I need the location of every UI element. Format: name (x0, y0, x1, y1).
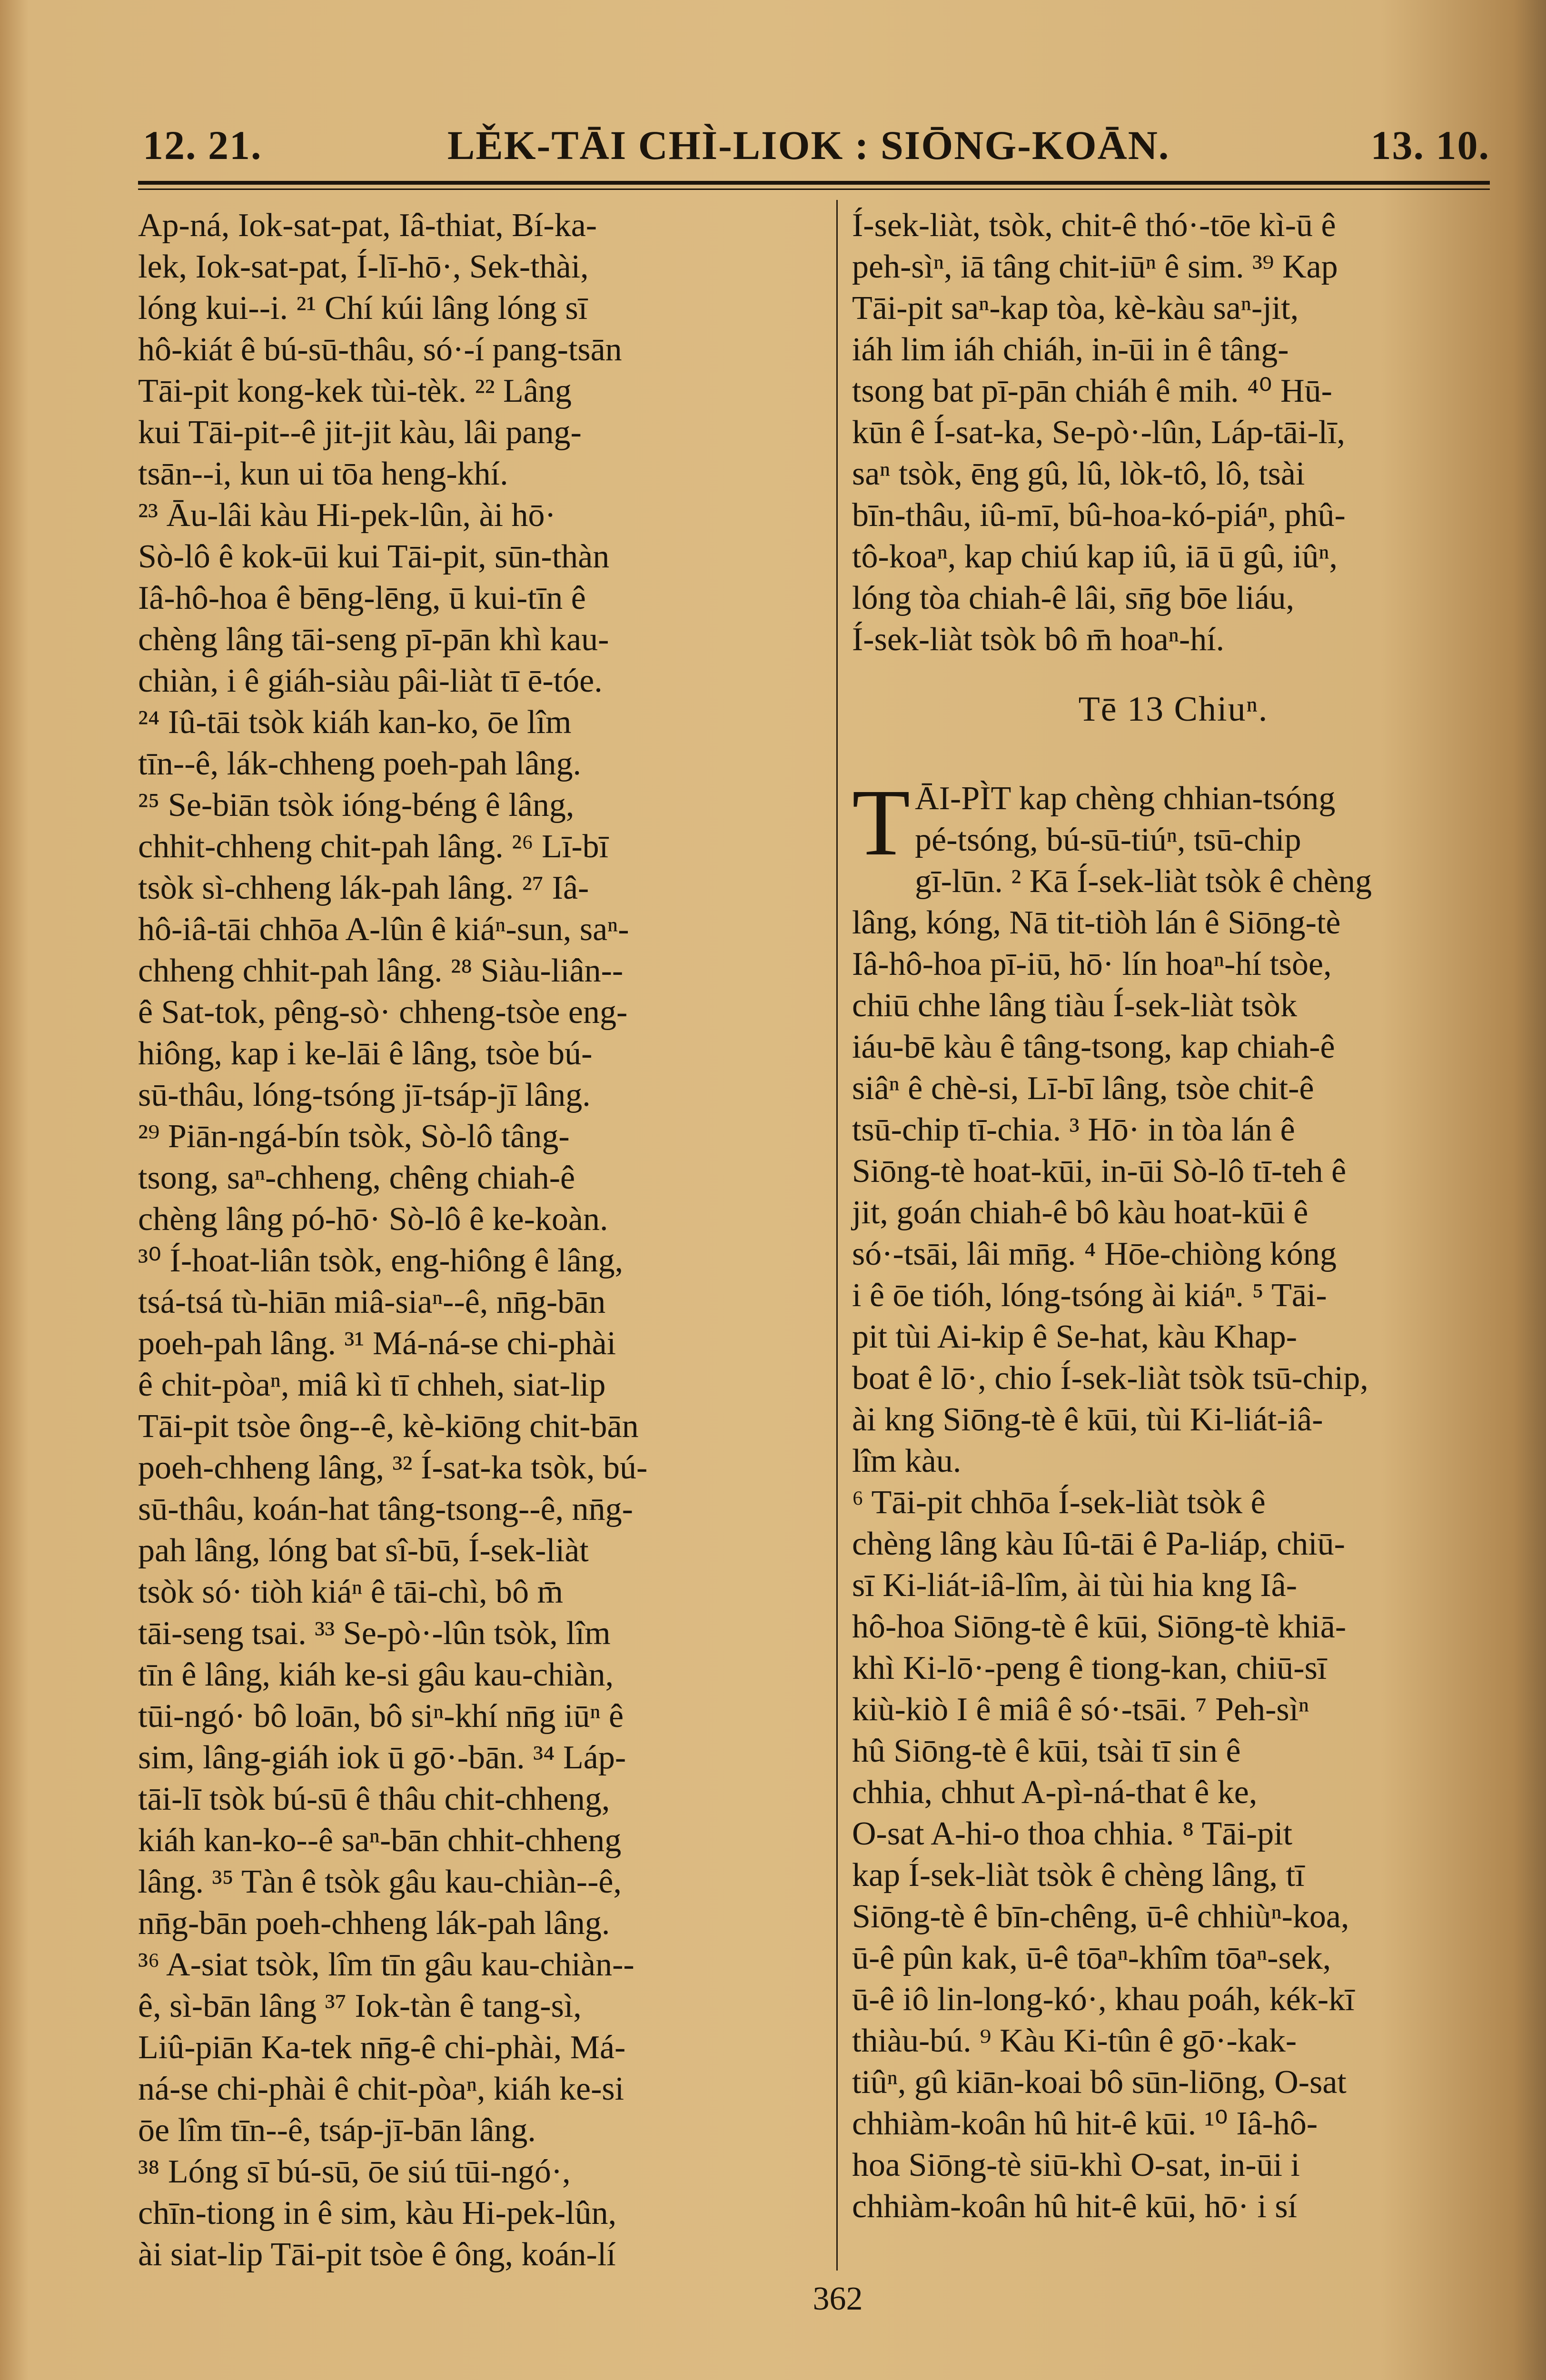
text-line: khì Ki-lō·-peng ê tiong-kan, chiū-sī (852, 1650, 1327, 1686)
text-line: ⁶ Tāi-pit chhōa Í-sek-liàt tsòk ê (852, 1484, 1266, 1521)
text-line: ê Sat-tok, pêng-sò· chheng-tsòe eng- (138, 994, 628, 1031)
text-line: só·-tsāi, lâi mn̄g. ⁴ Hōe-chiòng kóng (852, 1236, 1337, 1272)
text-line: tsong bat pī-pān chiáh ê mih. ⁴⁰ Hū- (852, 373, 1332, 409)
text-line: kiù-kiò I ê miâ ê só·-tsāi. ⁷ Peh-sìⁿ (852, 1691, 1309, 1728)
text-line: lek, Iok-sat-pat, Í-lī-hō·, Sek-thài, (138, 248, 589, 285)
text-line: chiū chhe lâng tiàu Í-sek-liàt tsòk (852, 987, 1297, 1024)
text-line: hû Siōng-tè ê kūi, tsài tī sin ê (852, 1733, 1241, 1769)
text-line: tāi-lī tsòk bú-sū ê thâu chit-chheng, (138, 1781, 610, 1817)
text-line: poeh-chheng lâng, ³² Í-sat-ka tsòk, bú- (138, 1449, 648, 1486)
text-line: tiûⁿ, gû kiān-koai bô sūn-liōng, O-sat (852, 2064, 1347, 2101)
text-line: tsá-tsá tù-hiān miâ-siaⁿ--ê, nn̄g-bān (138, 1284, 606, 1320)
text-line: Í-sek-liàt tsòk bô m̄ hoaⁿ-hí. (852, 621, 1225, 658)
page-number: 362 (813, 2281, 863, 2317)
text-line: tīn--ê, lák-chheng poeh-pah lâng. (138, 745, 582, 782)
text-line: Ap-ná, Iok-sat-pat, Iâ-thiat, Bí-ka- (138, 207, 597, 244)
text-line: chèng lâng pó-hō· Sò-lô ê ke-koàn. (138, 1201, 608, 1238)
text-line: sim, lâng-giáh iok ū gō·-bān. ³⁴ Láp- (138, 1739, 626, 1776)
text-line: lóng tòa chiah-ê lâi, sn̄g bōe liáu, (852, 580, 1295, 616)
text-line: Tāi-pit tsòe ông--ê, kè-kiōng chit-bān (138, 1408, 639, 1445)
text-line: peh-sìⁿ, iā tâng chit-iūⁿ ê sim. ³⁹ Kap (852, 248, 1338, 285)
text-line: hoa Siōng-tè siū-khì O-sat, in-ūi i (852, 2147, 1300, 2183)
text-line: ê, sì-bān lâng ³⁷ Iok-tàn ê tang-sì, (138, 1988, 582, 2024)
text-line: iáh lim iáh chiáh, in-ūi in ê tâng- (852, 331, 1289, 368)
column-divider (836, 200, 838, 2271)
text-line: ³⁰ Í-hoat-liân tsòk, eng-hiông ê lâng, (138, 1242, 624, 1279)
header-rule-thin (138, 188, 1490, 190)
text-line: saⁿ tsòk, ēng gû, lû, lòk-tô, lô, tsài (852, 456, 1305, 492)
header-chapter-verse-start: 12. 21. (143, 122, 262, 168)
text-line: lóng kui--i. ²¹ Chí kúi lâng lóng sī (138, 290, 588, 327)
text-line: nn̄g-bān poeh-chheng lák-pah lâng. (138, 1905, 610, 1942)
text-line: O-sat A-hi-o thoa chhia. ⁸ Tāi-pit (852, 1815, 1293, 1852)
text-line: kap Í-sek-liàt tsòk ê chèng lâng, tī (852, 1857, 1305, 1894)
text-line: ²³ Āu-lâi kàu Hi-pek-lûn, ài hō· (138, 497, 556, 534)
text-line: tsòk sì-chheng lák-pah lâng. ²⁷ Iâ- (138, 870, 589, 906)
text-line: lâng. ³⁵ Tàn ê tsòk gâu kau-chiàn--ê, (138, 1864, 622, 1900)
text-line: Tāi-pit saⁿ-kap tòa, kè-kàu saⁿ-jit, (852, 290, 1299, 327)
text-line: hô-iâ-tāi chhōa A-lûn ê kiáⁿ-sun, saⁿ- (138, 911, 629, 948)
text-line: pé-tsóng, bú-sū-tiúⁿ, tsū-chip (915, 822, 1301, 858)
text-line: ²⁹ Piān-ngá-bín tsòk, Sò-lô tâng- (138, 1118, 570, 1155)
text-line: pah lâng, lóng bat sî-bū, Í-sek-liàt (138, 1532, 589, 1569)
text-line: sī Ki-liát-iâ-lîm, ài tùi hia kng Iâ- (852, 1567, 1298, 1604)
text-line: tsān--i, kun ui tōa heng-khí. (138, 456, 508, 492)
chapter-heading: Tē 13 Chiuⁿ. (1078, 690, 1269, 729)
text-line: thiàu-bú. ⁹ Kàu Ki-tûn ê gō·-kak- (852, 2023, 1297, 2059)
text-line: chiàn, i ê giáh-siàu pâi-liàt tī ē-tóe. (138, 663, 603, 699)
text-line: chheng chhit-pah lâng. ²⁸ Siàu-liân-- (138, 952, 624, 989)
header-rule-thick (138, 181, 1490, 185)
text-line: Í-sek-liàt, tsòk, chit-ê thó·-tōe kì-ū ê (852, 207, 1336, 244)
text-line: ū-ê pûn kak, ū-ê tōaⁿ-khîm tōaⁿ-sek, (852, 1940, 1331, 1976)
text-line: Siōng-tè ê bīn-chêng, ū-ê chhiùⁿ-koa, (852, 1898, 1349, 1935)
text-line: chèng lâng kàu Iû-tāi ê Pa-liáp, chiū- (852, 1526, 1345, 1562)
text-line: iáu-bē kàu ê tâng-tsong, kap chiah-ê (852, 1029, 1335, 1065)
drop-cap: T (852, 770, 911, 875)
text-line: chhia, chhut A-pì-ná-that ê ke, (852, 1774, 1258, 1811)
text-line: kūn ê Í-sat-ka, Se-pò·-lûn, Láp-tāi-lī, (852, 414, 1346, 451)
text-line: chhit-chheng chit-pah lâng. ²⁶ Lī-bī (138, 828, 609, 865)
text-line: ĀI-PÌT kap chèng chhian-tsóng (915, 780, 1336, 817)
text-line: kui Tāi-pit--ê jit-jit kàu, lâi pang- (138, 414, 582, 451)
text-line: i ê ōe tióh, lóng-tsóng ài kiáⁿ. ⁵ Tāi- (852, 1277, 1327, 1314)
text-line: pit tùi Ai-kip ê Se-hat, kàu Khap- (852, 1319, 1298, 1355)
text-line: hiông, kap i ke-lāi ê lâng, tsòe bú- (138, 1035, 593, 1072)
text-line: ²⁵ Se-biān tsòk ióng-béng ê lâng, (138, 787, 575, 823)
text-line: hô-hoa Siōng-tè ê kūi, Siōng-tè khiā- (852, 1608, 1347, 1645)
text-line: tūi-ngó· bô loān, bô siⁿ-khí nn̄g iūⁿ ê (138, 1698, 624, 1735)
text-line: poeh-pah lâng. ³¹ Má-ná-se chi-phài (138, 1325, 616, 1362)
text-line: chīn-tiong in ê sim, kàu Hi-pek-lûn, (138, 2195, 617, 2231)
text-line: tsong, saⁿ-chheng, chêng chiah-ê (138, 1160, 575, 1196)
text-line: chhiàm-koân hû hit-ê kūi. ¹⁰ Iâ-hô- (852, 2105, 1318, 2142)
text-line: boat ê lō·, chio Í-sek-liàt tsòk tsū-chip, (852, 1360, 1368, 1397)
text-line: tīn ê lâng, kiáh ke-si gâu kau-chiàn, (138, 1656, 614, 1693)
text-line: Siōng-tè hoat-kūi, in-ūi Sò-lô tī-teh ê (852, 1153, 1347, 1190)
text-line: siâⁿ ê chè-si, Lī-bī lâng, tsòe chit-ê (852, 1070, 1314, 1107)
text-line: chèng lâng tāi-seng pī-pān khì kau- (138, 621, 609, 658)
text-line: Sò-lô ê kok-ūi kui Tāi-pit, sūn-thàn (138, 538, 610, 575)
text-line: sū-thâu, lóng-tsóng jī-tsáp-jī lâng. (138, 1077, 591, 1113)
header-title: LĚK-TĀI CHÌ-LIOK : SIŌNG-KOĀN. (447, 122, 1170, 168)
text-line: ōe lîm tīn--ê, tsáp-jī-bān lâng. (138, 2112, 536, 2149)
text-line: ²⁴ Iû-tāi tsòk kiáh kan-ko, ōe lîm (138, 704, 572, 741)
text-line: tsū-chip tī-chia. ³ Hō· in tòa lán ê (852, 1111, 1295, 1148)
text-line: ³⁸ Lóng sī bú-sū, ōe siú tūi-ngó·, (138, 2153, 571, 2190)
text-line: tāi-seng tsai. ³³ Se-pò·-lûn tsòk, lîm (138, 1615, 611, 1652)
text-line: hô-kiát ê bú-sū-thâu, só·-í pang-tsān (138, 331, 622, 368)
text-line: kiáh kan-ko--ê saⁿ-bān chhit-chheng (138, 1822, 622, 1859)
text-line: ài siat-lip Tāi-pit tsòe ê ông, koán-lí (138, 2236, 616, 2273)
text-line: sū-thâu, koán-hat tâng-tsong--ê, nn̄g- (138, 1491, 633, 1527)
text-line: ê chit-pòaⁿ, miâ kì tī chheh, siat-lip (138, 1367, 606, 1403)
text-line: ³⁶ A-siat tsòk, lîm tīn gâu kau-chiàn-- (138, 1946, 634, 1983)
text-line: Iâ-hô-hoa pī-iū, hō· lín hoaⁿ-hí tsòe, (852, 946, 1332, 982)
right-column-top-text (852, 205, 1495, 660)
text-line: chhiàm-koân hû hit-ê kūi, hō· i sí (852, 2188, 1298, 2225)
running-header (143, 112, 1490, 178)
text-line: gī-lūn. ² Kā Í-sek-liàt tsòk ê chèng (915, 863, 1372, 900)
text-line: lâng, kóng, Nā tit-tiòh lán ê Siōng-tè (852, 904, 1341, 941)
left-column (138, 205, 819, 2275)
text-line: tô-koaⁿ, kap chiú kap iû, iā ū gû, iûⁿ, (852, 538, 1338, 575)
right-column-chapter-text (852, 770, 1495, 2227)
text-line: ná-se chi-phài ê chit-pòaⁿ, kiáh ke-si (138, 2071, 624, 2107)
text-line: bīn-thâu, iû-mī, bû-hoa-kó-piáⁿ, phû- (852, 497, 1346, 534)
text-line: lîm kàu. (852, 1443, 961, 1479)
text-line: Liû-piān Ka-tek nn̄g-ê chi-phài, Má- (138, 2029, 626, 2066)
text-line: ū-ê iô lin-long-kó·, khau poáh, kék-kī (852, 1981, 1355, 2018)
text-line: tsòk só· tiòh kiáⁿ ê tāi-chì, bô m̄ (138, 1574, 564, 1610)
text-line: Tāi-pit kong-kek tùi-tèk. ²² Lâng (138, 373, 572, 409)
text-line: ài kng Siōng-tè ê kūi, tùi Ki-liát-iâ- (852, 1401, 1323, 1438)
text-line: jit, goán chiah-ê bô kàu hoat-kūi ê (852, 1194, 1308, 1231)
text-line: Iâ-hô-hoa ê bēng-lēng, ū kui-tīn ê (138, 580, 586, 616)
right-column (852, 205, 1495, 2227)
header-chapter-verse-end: 13. 10. (1370, 122, 1490, 168)
